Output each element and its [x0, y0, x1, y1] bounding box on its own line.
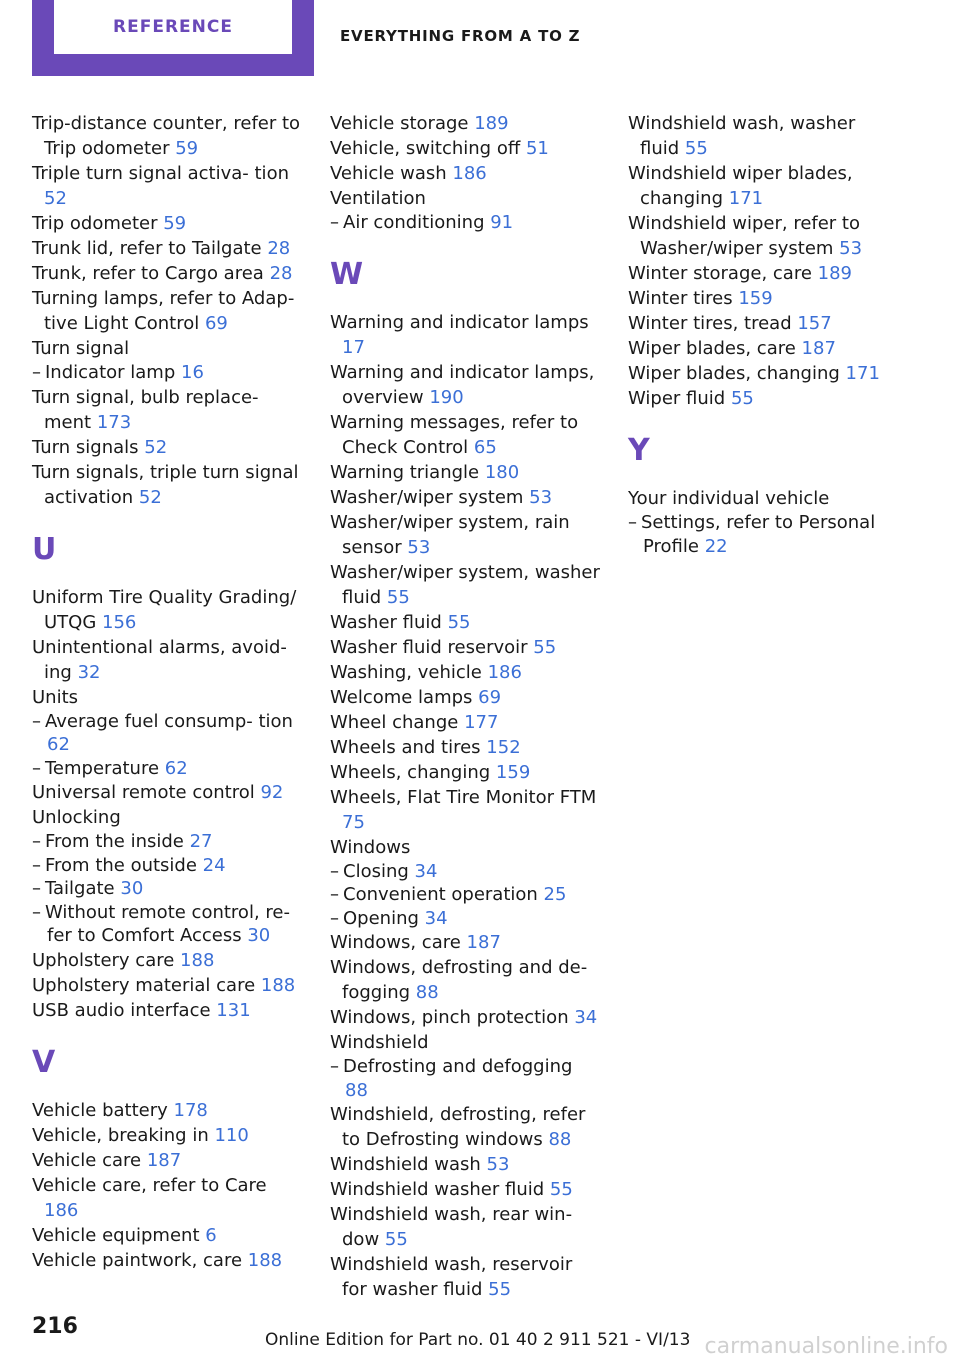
page-link[interactable]: 152 — [486, 736, 521, 758]
index-entry — [330, 310, 600, 360]
entry-text: Warning triangle — [330, 461, 480, 483]
entry-text: From the inside — [45, 831, 184, 852]
entry-text: Washer fluid — [330, 611, 442, 633]
index-entry — [32, 286, 302, 336]
entry-text: Temperature — [45, 757, 160, 779]
page-link[interactable]: 30 — [247, 925, 271, 946]
page-link[interactable]: 190 — [429, 386, 464, 408]
edition-footer: Online Edition for Part no. 01 40 2 911 521 - VI/13 — [265, 1330, 691, 1350]
page-link[interactable]: 156 — [102, 611, 137, 633]
subentry-dash: – — [32, 831, 41, 852]
watermark: carmanualsonline.info — [704, 1334, 948, 1359]
page-link[interactable]: 187 — [146, 1149, 182, 1171]
page-link[interactable]: 55 — [386, 586, 410, 608]
entry-text: Washer/wiper system — [330, 486, 524, 508]
entry-text: Wiper blades, care — [628, 338, 796, 359]
index-entry — [330, 410, 600, 460]
entry-text: Turning lamps, refer to Adap‐ tive Light Control — [32, 288, 295, 334]
page-link[interactable]: 53 — [529, 486, 553, 508]
index-entry — [628, 261, 898, 286]
index-entry — [330, 685, 600, 710]
page-link[interactable]: 52 — [144, 436, 168, 458]
index-entry — [330, 1030, 600, 1055]
page-link[interactable]: 34 — [574, 1007, 598, 1028]
index-entry — [628, 161, 898, 211]
entry-text: Windshield wash, washer fluid — [628, 113, 856, 159]
index-entry — [330, 510, 600, 560]
entry-text: Windshield wash, reservoir for washer fluid — [330, 1254, 573, 1300]
page-link[interactable]: 187 — [466, 932, 501, 953]
subentry-dash: – — [32, 757, 41, 779]
index-subentry — [32, 854, 302, 878]
page-link[interactable]: 27 — [189, 831, 213, 852]
entry-text: Average fuel consump‐ tion — [45, 710, 293, 732]
index-entry — [330, 660, 600, 685]
index-entry — [330, 610, 600, 635]
page-link[interactable]: 188 — [247, 1249, 283, 1271]
entry-text: Indicator lamp — [45, 362, 176, 383]
subentry-dash: – — [32, 878, 41, 899]
index-entry — [628, 386, 898, 411]
entry-text: Triple turn signal activa‐ tion — [32, 163, 289, 184]
index-entry — [32, 261, 302, 286]
entry-text: Warning and indicator lamps — [330, 311, 589, 333]
index-entry — [32, 1173, 302, 1223]
page-link[interactable]: 55 — [447, 611, 471, 633]
page-link[interactable]: 171 — [845, 363, 880, 384]
page-link[interactable]: 17 — [342, 336, 365, 358]
entry-text: Vehicle, breaking in — [32, 1124, 209, 1146]
page-link[interactable]: 55 — [684, 138, 708, 159]
entry-text: Turn signals — [32, 436, 139, 458]
entry-text: Uniform Tire Quality Grading/ UTQG — [32, 586, 297, 633]
page-link[interactable]: 69 — [204, 313, 228, 334]
entry-text: Windows, care — [330, 932, 461, 953]
subentry-dash: – — [628, 512, 637, 533]
index-entry — [32, 805, 302, 830]
page-link[interactable]: 55 — [549, 1179, 573, 1200]
index-entry — [32, 973, 302, 998]
index-entry — [628, 486, 898, 511]
subentry-dash: – — [330, 884, 339, 905]
index-letter-heading: U — [32, 531, 57, 567]
index-entry — [330, 785, 600, 835]
entry-text: Wheel change — [330, 711, 459, 733]
page-link[interactable]: 34 — [424, 907, 448, 929]
index-entry — [32, 336, 302, 361]
subentry-dash: – — [330, 212, 339, 233]
index-entry — [628, 111, 898, 161]
index-subentry — [32, 757, 302, 781]
index-entry — [32, 635, 302, 685]
entry-text: Windshield wiper, refer to Washer/wiper system — [628, 213, 860, 259]
page-link[interactable]: 171 — [728, 188, 764, 209]
index-entry — [330, 835, 600, 860]
index-entry — [32, 780, 302, 805]
entry-text: Winter tires, tread — [628, 313, 792, 334]
index-column-1 — [32, 111, 302, 1273]
page-number: 216 — [32, 1314, 78, 1339]
index-entry — [628, 336, 898, 361]
entry-text: Unlocking — [32, 807, 121, 828]
page-link[interactable]: 55 — [533, 636, 557, 658]
page-link[interactable]: 186 — [452, 163, 487, 184]
index-entry — [330, 930, 600, 955]
index-entry — [628, 211, 898, 261]
index-letter-heading: W — [330, 256, 364, 292]
page-link[interactable]: 34 — [414, 860, 438, 882]
entry-text: Air conditioning — [343, 212, 485, 233]
entry-text: Upholstery material care — [32, 974, 256, 996]
index-entry — [32, 998, 302, 1023]
index-entry — [32, 1098, 302, 1123]
entry-text: Wheels, Flat Tire Monitor FTM — [330, 786, 597, 808]
entry-text: Wheels, changing — [330, 761, 491, 783]
index-entry — [32, 1223, 302, 1248]
page-link[interactable]: 131 — [216, 999, 251, 1021]
page-link[interactable]: 65 — [473, 436, 497, 458]
entry-text: Wiper fluid — [628, 388, 726, 409]
entry-text: Windshield — [330, 1032, 429, 1053]
index-entry — [330, 635, 600, 660]
entry-text: Washing, vehicle — [330, 661, 482, 683]
page-link[interactable]: 22 — [704, 535, 728, 557]
index-entry — [330, 111, 600, 136]
index-entry — [330, 1202, 600, 1252]
entry-text: Washer/wiper system, rain sensor — [330, 511, 570, 558]
page-link[interactable]: 177 — [464, 711, 499, 733]
entry-text: Windshield wash — [330, 1154, 481, 1175]
entry-text: Washer fluid reservoir — [330, 636, 528, 658]
index-column-2 — [330, 111, 600, 1302]
page-link[interactable]: 25 — [543, 884, 567, 905]
index-entry — [32, 161, 302, 211]
page-link[interactable]: 32 — [77, 661, 101, 683]
entry-text: Wiper blades, changing — [628, 363, 840, 384]
page-link[interactable]: 53 — [407, 536, 431, 558]
page-link[interactable]: 110 — [214, 1124, 249, 1146]
page-link[interactable]: 159 — [495, 761, 531, 783]
index-entry — [32, 385, 302, 435]
entry-text: Welcome lamps — [330, 686, 473, 708]
index-entry — [330, 186, 600, 211]
page-link[interactable]: 51 — [525, 138, 549, 159]
page-link[interactable]: 173 — [96, 411, 132, 433]
index-entry — [330, 1005, 600, 1030]
page-link[interactable]: 186 — [44, 1199, 79, 1221]
entry-text: Trip odometer — [32, 213, 158, 234]
page-link[interactable]: 187 — [801, 338, 836, 359]
entry-text: Windshield wash, rear win‐ dow — [330, 1204, 573, 1250]
page-link[interactable]: 55 — [488, 1279, 512, 1300]
index-entry — [32, 685, 302, 710]
section-tab-inner — [54, 0, 292, 54]
index-entry — [32, 111, 302, 161]
page-link[interactable]: 188 — [260, 974, 296, 996]
page-link[interactable]: 189 — [474, 113, 509, 134]
index-subentry — [32, 901, 302, 948]
index-entry — [628, 361, 898, 386]
entry-text: Windshield wiper blades, changing — [628, 163, 853, 209]
entry-text: Windshield, defrosting, refer to Defrosting windows — [330, 1104, 586, 1150]
page-link[interactable]: 178 — [173, 1099, 208, 1121]
entry-text: Vehicle paintwork, care — [32, 1249, 243, 1271]
index-subentry — [330, 1055, 600, 1102]
subentry-dash: – — [330, 1056, 339, 1077]
page-link[interactable]: 52 — [138, 486, 162, 508]
page-link[interactable]: 186 — [487, 661, 522, 683]
entry-text: Turn signal, bulb replace‐ ment — [32, 386, 259, 433]
index-subentry — [32, 361, 302, 385]
index-entry — [330, 460, 600, 485]
page-link[interactable]: 59 — [163, 213, 187, 234]
index-entry — [32, 1248, 302, 1273]
page-link[interactable]: 91 — [490, 212, 514, 233]
page-header-title: EVERYTHING FROM A TO Z — [340, 27, 581, 45]
page-link[interactable]: 59 — [175, 138, 199, 159]
index-entry — [32, 435, 302, 460]
index-entry — [330, 710, 600, 735]
entry-text: Turn signals, triple turn signal activation — [32, 461, 299, 508]
subentry-dash: – — [32, 901, 41, 923]
index-entry — [330, 955, 600, 1005]
entry-text: Trunk, refer to Cargo area — [32, 263, 264, 284]
index-entry — [330, 161, 600, 186]
entry-text: Warning messages, refer to Check Control — [330, 411, 579, 458]
subentry-dash: – — [32, 362, 41, 383]
page-link[interactable]: 30 — [120, 878, 144, 899]
page-link[interactable]: 188 — [180, 949, 215, 971]
page-link[interactable]: 62 — [47, 734, 70, 755]
page-link[interactable]: 88 — [345, 1079, 368, 1101]
entry-text: Trunk lid, refer to Tailgate — [32, 238, 262, 259]
page-link[interactable]: 55 — [384, 1229, 408, 1250]
entry-text: Vehicle storage — [330, 113, 469, 134]
index-entry — [32, 585, 302, 635]
index-subentry — [32, 830, 302, 854]
entry-text: Windows, pinch protection — [330, 1007, 569, 1028]
page-link[interactable]: 62 — [164, 757, 188, 779]
entry-text: Washer/wiper system, washer fluid — [330, 561, 600, 608]
page-link[interactable]: 16 — [181, 362, 204, 383]
entry-text: Settings, refer to Personal Profile — [641, 512, 876, 557]
index-subentry — [330, 883, 600, 907]
page-link[interactable]: 157 — [797, 313, 832, 334]
subentry-dash: – — [330, 860, 339, 882]
entry-text: Upholstery care — [32, 949, 175, 971]
index-subentry — [628, 511, 898, 558]
page-link[interactable]: 88 — [415, 982, 439, 1003]
subentry-dash: – — [32, 854, 41, 876]
entry-text: Winter storage, care — [628, 263, 812, 284]
index-entry — [32, 460, 302, 510]
entry-text: Convenient operation — [343, 884, 538, 905]
entry-text: Your individual vehicle — [628, 488, 830, 509]
page-link[interactable]: 88 — [548, 1129, 572, 1150]
entry-text: Windows, defrosting and de‐ fogging — [330, 957, 588, 1003]
subentry-dash: – — [32, 710, 41, 732]
index-entry — [330, 735, 600, 760]
index-entry — [330, 485, 600, 510]
section-tab — [32, 0, 314, 76]
entry-text: Warning and indicator lamps, overview — [330, 361, 595, 408]
index-entry — [32, 211, 302, 236]
page-link[interactable]: 53 — [486, 1154, 510, 1175]
entry-text: Winter tires — [628, 288, 733, 309]
index-entry — [330, 360, 600, 410]
index-entry — [32, 948, 302, 973]
index-subentry — [32, 877, 302, 901]
index-subentry — [32, 710, 302, 757]
index-letter-heading: Y — [628, 433, 650, 468]
index-entry — [330, 760, 600, 785]
index-entry — [32, 1148, 302, 1173]
entry-text: Windshield washer fluid — [330, 1179, 545, 1200]
entry-text: Unintentional alarms, avoid‐ ing — [32, 636, 287, 683]
index-entry — [330, 1252, 600, 1302]
index-entry — [330, 1102, 600, 1152]
entry-text: Turn signal — [32, 338, 130, 359]
page-link[interactable]: 24 — [202, 854, 226, 876]
section-tab-label: REFERENCE — [113, 17, 233, 37]
index-entry — [628, 311, 898, 336]
index-subentry — [330, 907, 600, 931]
entry-text: Vehicle equipment — [32, 1224, 200, 1246]
entry-text: From the outside — [45, 854, 197, 876]
index-entry — [628, 286, 898, 311]
entry-text: Windows — [330, 836, 411, 858]
index-entry — [32, 1123, 302, 1148]
index-entry — [330, 136, 600, 161]
entry-text: Without remote control, re‐ fer to Comfort Access — [45, 901, 290, 946]
entry-text: Closing — [343, 860, 409, 882]
index-entry — [330, 560, 600, 610]
page-link[interactable]: 189 — [817, 263, 852, 284]
index-letter-heading: V — [32, 1044, 56, 1080]
entry-text: Defrosting and defogging — [343, 1056, 573, 1077]
entry-text: Units — [32, 686, 79, 708]
page-link[interactable]: 28 — [267, 238, 291, 259]
page-link[interactable]: 55 — [730, 388, 754, 409]
entry-text: Tailgate — [45, 878, 115, 899]
page-link[interactable]: 6 — [205, 1224, 217, 1246]
page-link[interactable]: 159 — [738, 288, 773, 309]
entry-text: Vehicle wash — [330, 163, 447, 184]
entry-text: Universal remote control — [32, 782, 255, 803]
subentry-dash: – — [330, 907, 339, 929]
entry-text: Vehicle, switching off — [330, 138, 521, 159]
entry-text: Ventilation — [330, 188, 426, 209]
page-link[interactable]: 69 — [478, 686, 502, 708]
page-link[interactable]: 52 — [44, 188, 67, 209]
entry-text: Vehicle care, refer to Care — [32, 1174, 267, 1196]
index-subentry — [330, 211, 600, 235]
page-link[interactable]: 180 — [484, 461, 520, 483]
index-entry — [32, 236, 302, 261]
index-entry — [330, 1152, 600, 1177]
entry-text: Vehicle battery — [32, 1099, 168, 1121]
index-subentry — [330, 860, 600, 884]
entry-text: Vehicle care — [32, 1149, 142, 1171]
page-link[interactable]: 75 — [342, 811, 365, 833]
entry-text: Opening — [343, 907, 419, 929]
page-link[interactable]: 28 — [269, 263, 293, 284]
entry-text: Wheels and tires — [330, 736, 481, 758]
entry-text: Trip-distance counter, refer to Trip odometer — [32, 113, 301, 159]
index-column-3 — [628, 111, 898, 558]
entry-text: USB audio interface — [32, 999, 211, 1021]
page-link[interactable]: 53 — [839, 238, 863, 259]
index-entry — [330, 1177, 600, 1202]
page-link[interactable]: 92 — [260, 782, 284, 803]
